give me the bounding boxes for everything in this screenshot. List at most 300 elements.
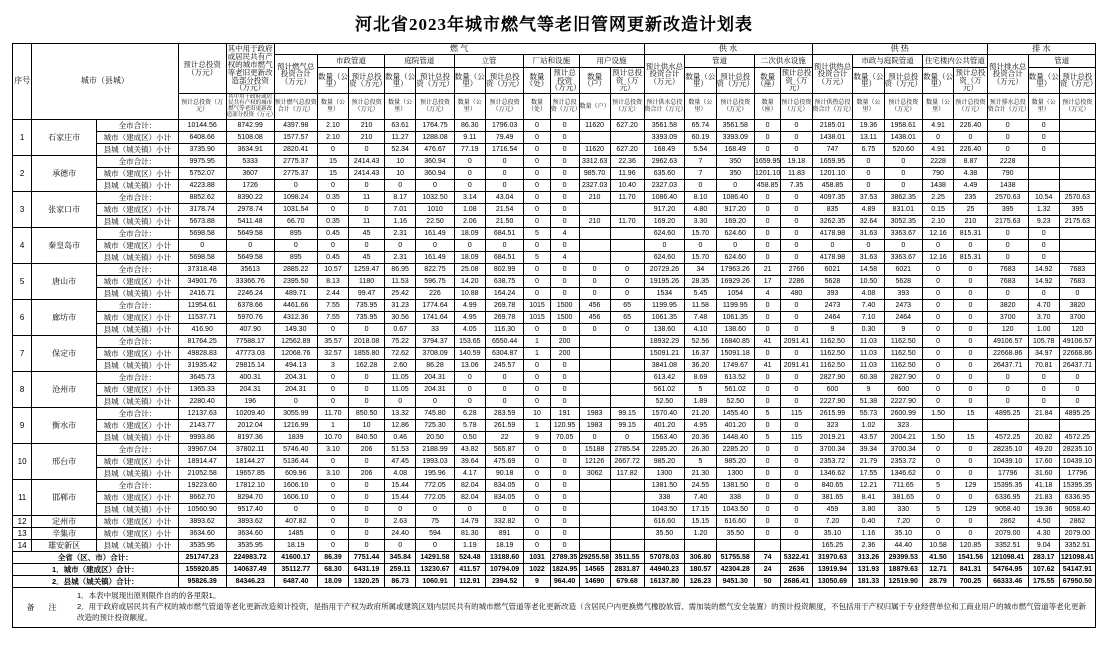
cell-value: 2827.90 (884, 372, 922, 384)
th-gas-riser-qty: 数量（公里） (454, 67, 485, 94)
cell-value: 1.20 (685, 528, 716, 540)
total-cell: 67950.50 (1059, 576, 1095, 588)
cell-value: 0 (954, 372, 988, 384)
cell-value: 381.65 (884, 492, 922, 504)
cell-value (610, 132, 644, 144)
cell-value: 1365.33 (178, 384, 226, 396)
cell-value: 0.35 (317, 216, 348, 228)
cell-value: 10.57 (317, 264, 348, 276)
cell-value: 2079.00 (1059, 528, 1095, 540)
cell-value: 1764.75 (416, 120, 454, 132)
cell-value: 3.80 (853, 504, 884, 516)
total-cell: 18879.63 (884, 564, 922, 576)
cell-value: 0 (579, 432, 610, 444)
cell-value: 7.40 (685, 492, 716, 504)
total-cell: 679.68 (610, 576, 644, 588)
cell-value: 3794.37 (416, 336, 454, 348)
cell-value: 2570.63 (1059, 192, 1095, 204)
cell-value: 0 (853, 240, 884, 252)
table-row (13, 432, 1096, 444)
cell-value: 0 (781, 384, 812, 396)
cell-value: 4.91 (922, 120, 953, 132)
cell-value: 31935.42 (178, 360, 226, 372)
cell-value: 0 (610, 288, 644, 300)
row-scope-label: 城市（建成区）小计 (97, 528, 179, 540)
total-cell: 9 (524, 576, 550, 588)
cell-value: 616.60 (716, 516, 754, 528)
cell-value: 204.31 (226, 384, 274, 396)
cell-value: 8.69 (685, 372, 716, 384)
cell-value: 0 (954, 528, 988, 540)
cell-value: 0 (954, 468, 988, 480)
cell-value: 489.71 (274, 288, 317, 300)
cell-value: 20.36 (685, 432, 716, 444)
cell-value: 8742.99 (226, 120, 274, 132)
row-seq: 8 (13, 372, 32, 408)
cell-value: 0 (781, 228, 812, 240)
cell-value: 0 (524, 120, 550, 132)
cell-value: 627.20 (610, 144, 644, 156)
cell-value: 0.35 (317, 192, 348, 204)
cell-value: 0 (922, 384, 953, 396)
cell-value: 4312.36 (274, 312, 317, 324)
th-heat-municipal: 市政与庭院管道 (853, 55, 923, 67)
total-cell: 1022 (524, 564, 550, 576)
cell-value: 7 (685, 168, 716, 180)
th-heat-building-inv: 预计总投资（万元） (955, 67, 986, 93)
cell-value: 3561.58 (716, 120, 754, 132)
cell-value: 1563.40 (644, 432, 685, 444)
cell-value: 0 (781, 240, 812, 252)
cell-value: 0 (317, 492, 348, 504)
cell-value: 0 (550, 384, 579, 396)
cell-value: 0 (317, 240, 348, 252)
cell-value (610, 240, 644, 252)
cell-value: 19195.26 (644, 276, 685, 288)
cell-value: 1288.08 (416, 132, 454, 144)
cell-value: 2570.63 (987, 192, 1028, 204)
cell-value: 2327.03 (644, 180, 685, 192)
cell-value: 9975.95 (178, 156, 226, 168)
cell-value: 43.57 (853, 432, 884, 444)
th-water: 供 水 (644, 44, 812, 55)
cell-value: 0 (550, 276, 579, 288)
cell-value: 1.50 (922, 408, 953, 420)
cell-value: 350 (716, 156, 754, 168)
cell-value: 1086.40 (716, 192, 754, 204)
cell-value (579, 528, 610, 540)
row-scope-label: 全市合计： (97, 120, 179, 132)
cell-value: 196 (226, 396, 274, 408)
cell-value: 0 (485, 396, 523, 408)
cell-value: 1726 (226, 180, 274, 192)
cell-value: 21.83 (1028, 492, 1059, 504)
cell-value: 5970.76 (226, 312, 274, 324)
total-cell: 121098.41 (1059, 552, 1095, 564)
th-u3: 数量（公里） (385, 94, 416, 120)
cell-value (579, 540, 610, 552)
cell-value: 39.34 (853, 444, 884, 456)
row-scope-label: 城市（建成区）小计 (97, 312, 179, 324)
cell-value: 0 (954, 360, 988, 372)
cell-value: 0 (922, 336, 953, 348)
cell-value: 31.63 (853, 228, 884, 240)
cell-value: 985.20 (644, 456, 685, 468)
cell-value: 0 (524, 444, 550, 456)
cell-value: 0 (922, 444, 953, 456)
cell-value: 6.75 (853, 144, 884, 156)
cell-value: 18914.47 (178, 456, 226, 468)
cell-value: 17796 (987, 468, 1028, 480)
th-gas: 燃 气 (274, 44, 644, 55)
cell-value: 0 (853, 168, 884, 180)
cell-value: 4895.25 (1059, 408, 1095, 420)
cell-value: 21.79 (853, 456, 884, 468)
cell-value: 5628 (812, 276, 853, 288)
cell-value: 1346.62 (812, 468, 853, 480)
cell-value: 0 (349, 384, 385, 396)
th-drain-total: 预计排水总投资合计（万元） (987, 55, 1028, 94)
cell-value: 895 (274, 252, 317, 264)
cell-value: 3841.08 (644, 360, 685, 372)
th-drain-pipe-inv: 预计总投资（万元） (1059, 67, 1095, 94)
cell-value: 1.32 (1028, 204, 1059, 216)
row-seq: 11 (13, 480, 32, 516)
cell-value (610, 336, 644, 348)
cell-value: 0 (317, 540, 348, 552)
cell-value: 0 (1028, 240, 1059, 252)
cell-value: 1.02 (853, 420, 884, 432)
cell-value: 1.19 (454, 540, 485, 552)
cell-value: 21 (754, 264, 780, 276)
table-row (13, 492, 1096, 504)
cell-value: 3607 (226, 168, 274, 180)
cell-value: 0 (550, 240, 579, 252)
cell-value: 24.55 (685, 480, 716, 492)
cell-value: 7.40 (853, 300, 884, 312)
cell-value: 37802.11 (226, 444, 274, 456)
cell-value: 11.03 (853, 360, 884, 372)
cell-value: 638.75 (485, 276, 523, 288)
cell-value: 0 (524, 216, 550, 228)
row-scope-label: 县城（城关镇）小计 (97, 396, 179, 408)
th-self-raise: 其中用于政府或居民共有产权的城市燃气等老旧更新改造部分投资（万元） (227, 44, 273, 93)
cell-value: 0 (274, 396, 317, 408)
row-seq: 1 (13, 120, 32, 156)
cell-value: 772.05 (416, 492, 454, 504)
cell-value: 1 (524, 420, 550, 432)
cell-value: 0 (524, 540, 550, 552)
cell-value: 0 (781, 120, 812, 132)
cell-value: 1839 (274, 432, 317, 444)
cell-value: 21.50 (485, 216, 523, 228)
total-cell: 13919.94 (812, 564, 853, 576)
cell-value: 33366.76 (226, 276, 274, 288)
cell-value: 99.47 (349, 288, 385, 300)
cell-value: 0 (550, 516, 579, 528)
row-seq: 14 (13, 540, 32, 552)
cell-value: 0 (454, 396, 485, 408)
cell-value (754, 540, 780, 552)
cell-value: 15.70 (685, 228, 716, 240)
cell-value: 0 (1059, 288, 1095, 300)
table-row (13, 420, 1096, 432)
cell-value: 745.80 (416, 408, 454, 420)
total-cell: 345.84 (385, 552, 416, 564)
th-water-pipe-qty: 数量（公里） (685, 67, 716, 94)
cell-value: 31.60 (1028, 468, 1059, 480)
cell-value: 5673.88 (178, 216, 226, 228)
cell-value: 2820.41 (274, 144, 317, 156)
cell-value: 15 (954, 408, 988, 420)
cell-value: 3.30 (685, 216, 716, 228)
cell-value: 0 (550, 180, 579, 192)
cell-value: 200 (550, 348, 579, 360)
cell-value: 600 (812, 384, 853, 396)
th-u15: 预计总投资（万元） (781, 94, 812, 120)
cell-value: 0 (987, 372, 1028, 384)
table-row (13, 240, 1096, 252)
cell-value: 624.60 (644, 228, 685, 240)
cell-value: 0 (754, 132, 780, 144)
total-cell: 180.57 (685, 564, 716, 576)
cell-value: 4.91 (922, 144, 953, 156)
cell-value: 15188 (579, 444, 610, 456)
total-cell: 28.79 (922, 576, 953, 588)
cell-value: 283.59 (485, 408, 523, 420)
table-row (13, 216, 1096, 228)
cell-value: 269.78 (485, 312, 523, 324)
cell-value: 14.92 (1028, 276, 1059, 288)
cell-value: 28235.10 (1059, 444, 1095, 456)
cell-value: 0 (416, 396, 454, 408)
cell-value: 169.20 (644, 216, 685, 228)
cell-value (579, 336, 610, 348)
cell-value: 10.88 (454, 288, 485, 300)
cell-value: 0 (922, 528, 953, 540)
cell-value: 456 (579, 312, 610, 324)
cell-value: 49.20 (1028, 444, 1059, 456)
cell-value: 8.17 (385, 192, 416, 204)
th-u8: 预计总投资（万元） (550, 94, 579, 120)
cell-value: 12137.63 (178, 408, 226, 420)
cell-value: 0 (954, 348, 988, 360)
cell-value: 4 (754, 288, 780, 300)
cell-value: 204.31 (274, 384, 317, 396)
cell-value: 18.09 (454, 252, 485, 264)
cell-value: 10 (385, 156, 416, 168)
cell-value (781, 540, 812, 552)
table-row (13, 300, 1096, 312)
row-city: 秦皇岛市 (32, 228, 97, 264)
cell-value: 0 (385, 180, 416, 192)
cell-value: 4.38 (954, 168, 988, 180)
cell-value: 1381.50 (716, 480, 754, 492)
cell-value: 1741.64 (416, 312, 454, 324)
cell-value: 3.14 (454, 192, 485, 204)
note-line-2: 2．用于政府或居民共有产权的城市燃气管道等老化更新改造须计投资，是指用于产权为政府所属或建筑区划内层民共有的城市燃气管道等老化更新改造（含居民户内更换燃气橡胶软管、需加装的燃气安全装置）的预计投资额度，不包括用于产权归属于专业经营单位和工商业用户的城市燃气管道等老化更新改造的预计投资额度。 (77, 602, 1087, 623)
cell-value: 14.58 (853, 264, 884, 276)
cell-value: 2464 (884, 312, 922, 324)
cell-value: 400.31 (226, 372, 274, 384)
cell-value (1059, 132, 1095, 144)
cell-value: 0 (550, 288, 579, 300)
cell-value: 2.10 (922, 216, 953, 228)
cell-value: 14.92 (1028, 264, 1059, 276)
cell-value: 0 (317, 324, 348, 336)
cell-value: 0 (954, 444, 988, 456)
total-cell: 126.23 (685, 576, 716, 588)
row-scope-label: 县城（城关镇）小计 (97, 360, 179, 372)
cell-value: 0 (349, 504, 385, 516)
cell-value: 0 (781, 204, 812, 216)
cell-value: 7683 (1059, 264, 1095, 276)
table-row (13, 264, 1096, 276)
cell-value: 1015 (524, 300, 550, 312)
cell-value: 0 (485, 168, 523, 180)
cell-value: 1438.01 (812, 132, 853, 144)
cell-value: 116.30 (485, 324, 523, 336)
cell-value (610, 540, 644, 552)
cell-value: 206 (349, 444, 385, 456)
cell-value: 0 (954, 264, 988, 276)
cell-value: 17.15 (685, 504, 716, 516)
cell-value: 0 (454, 372, 485, 384)
cell-value: 2464 (812, 312, 853, 324)
cell-value: 0 (524, 516, 550, 528)
th-heat-building-qty: 数量（公里） (922, 67, 953, 94)
cell-value: 206 (349, 468, 385, 480)
cell-value: 10 (385, 168, 416, 180)
cell-value: 17.55 (853, 468, 884, 480)
cell-value: 0 (349, 492, 385, 504)
cell-value: 20729.26 (644, 264, 685, 276)
cell-value: 77.19 (454, 144, 485, 156)
cell-value: 2353.72 (884, 456, 922, 468)
cell-value: 2286 (781, 276, 812, 288)
th-u7: 数量（处） (524, 94, 550, 120)
total-cell: 54147.91 (1059, 564, 1095, 576)
cell-value: 0 (610, 324, 644, 336)
table-row (13, 288, 1096, 300)
row-scope-label: 城市（建成区）小计 (97, 420, 179, 432)
cell-value: 401.20 (716, 420, 754, 432)
cell-value (579, 492, 610, 504)
cell-value: 17812.10 (226, 480, 274, 492)
cell-value: 0 (274, 240, 317, 252)
cell-value: 0 (754, 396, 780, 408)
cell-value: 20.50 (416, 432, 454, 444)
th-drain: 排 水 (987, 44, 1095, 55)
cell-value: 16.37 (685, 348, 716, 360)
cell-value: 37.53 (853, 192, 884, 204)
total-cell: 29399.53 (884, 552, 922, 564)
cell-value (1028, 420, 1059, 432)
cell-value: 8197.36 (226, 432, 274, 444)
th-u1: 数量（公里） (317, 94, 348, 120)
cell-value: 82.04 (454, 480, 485, 492)
total-row (13, 576, 1096, 588)
cell-value: 6.28 (454, 408, 485, 420)
cell-value: 0 (1028, 144, 1059, 156)
cell-value: 32.57 (317, 348, 348, 360)
row-seq: 2 (13, 156, 32, 192)
cell-value (579, 228, 610, 240)
cell-value: 0 (385, 240, 416, 252)
row-scope-label: 全市合计： (97, 300, 179, 312)
cell-value: 25 (954, 204, 988, 216)
cell-value: 11537.71 (178, 312, 226, 324)
row-scope-label: 县城（城关镇）小计 (97, 144, 179, 156)
cell-value: 25.08 (454, 264, 485, 276)
cell-value: 7.55 (317, 300, 348, 312)
th-gas-total: 预计燃气总投资合计（万元） (274, 55, 317, 94)
total-cell: 24 (754, 564, 780, 576)
cell-value: 0 (550, 540, 579, 552)
cell-value: 86.28 (416, 360, 454, 372)
cell-value: 0 (754, 324, 780, 336)
cell-value: 0 (550, 192, 579, 204)
cell-value: 2185.01 (812, 120, 853, 132)
cell-value: 10560.90 (178, 504, 226, 516)
cell-value: 0 (524, 240, 550, 252)
row-scope-label: 县城（城关镇）小计 (97, 216, 179, 228)
cell-value: 11 (349, 216, 385, 228)
cell-value: 41 (754, 336, 780, 348)
cell-value: 22668.86 (1059, 348, 1095, 360)
cell-value: 627.20 (610, 120, 644, 132)
cell-value: 0 (754, 312, 780, 324)
cell-value: 0 (416, 504, 454, 516)
cell-value: 0 (781, 252, 812, 264)
cell-value: 834.05 (485, 480, 523, 492)
cell-value: 0 (754, 480, 780, 492)
cell-value: 3.10 (317, 444, 348, 456)
th-gas-courtyard-inv: 预计总投资（万元） (416, 67, 454, 94)
cell-value: 0 (317, 480, 348, 492)
cell-value: 0 (987, 144, 1028, 156)
cell-value: 772.05 (416, 480, 454, 492)
total-cell: 2789.35 (550, 552, 579, 564)
cell-value: 609.96 (274, 468, 317, 480)
cell-value (610, 492, 644, 504)
cell-value: 0 (922, 312, 953, 324)
cell-value: 5 (754, 408, 780, 420)
th-gas-riser-inv: 预计总投资（万元） (485, 67, 523, 94)
row-scope-label: 县城（城关镇）小计 (97, 288, 179, 300)
cell-value: 684.51 (485, 228, 523, 240)
cell-value: 5.78 (454, 420, 485, 432)
cell-value (1059, 144, 1095, 156)
cell-value: 2775.37 (274, 168, 317, 180)
cell-value: 1606.10 (274, 480, 317, 492)
cell-value: 2.60 (385, 360, 416, 372)
row-seq: 6 (13, 300, 32, 336)
cell-value: 1346.62 (884, 468, 922, 480)
cell-value: 10.50 (853, 276, 884, 288)
cell-value: 1438 (987, 180, 1028, 192)
cell-value: 6408.66 (178, 132, 226, 144)
cell-value: 0 (1028, 228, 1059, 240)
row-scope-label: 全市合计： (97, 156, 179, 168)
cell-value: 39.64 (454, 456, 485, 468)
cell-value: 0 (954, 384, 988, 396)
cell-value: 1.50 (922, 432, 953, 444)
row-scope-label: 城市（建成区）小计 (97, 168, 179, 180)
row-scope-label: 县城（城关镇）小计 (97, 468, 179, 480)
cell-value: 0 (781, 372, 812, 384)
cell-value: 3262.35 (812, 216, 853, 228)
